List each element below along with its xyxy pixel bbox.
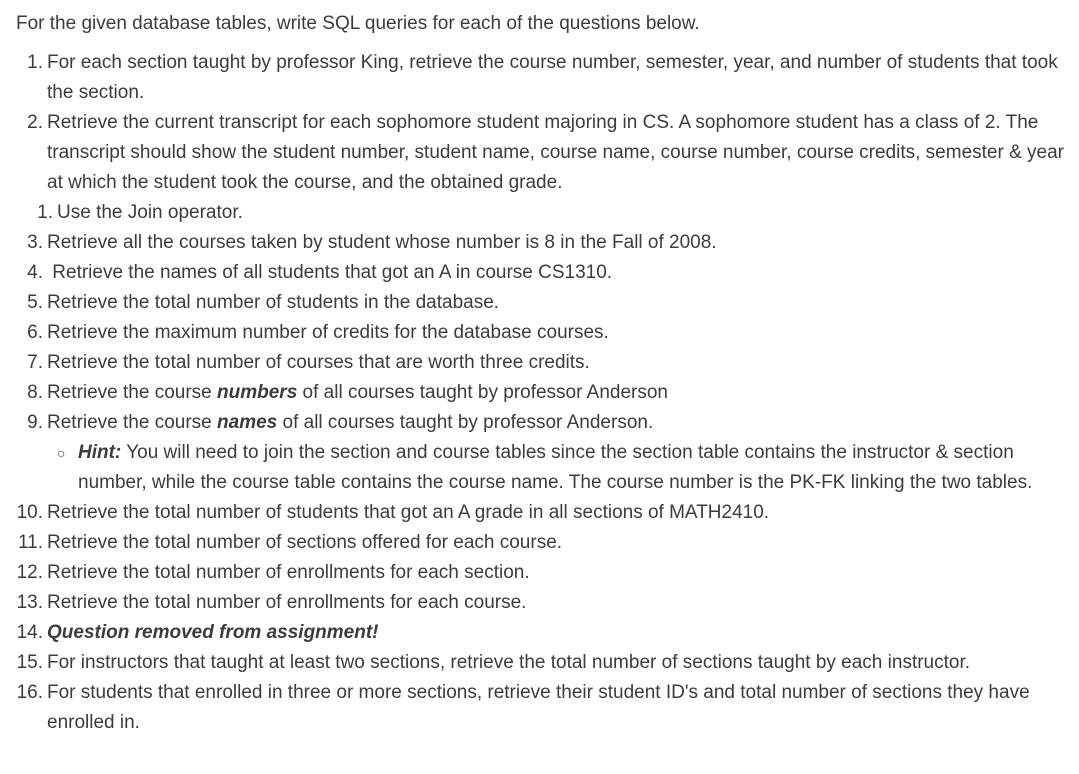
question-number: 2. [27,112,43,133]
question-number: 12. [16,562,43,583]
question-item-12 [16,558,1077,588]
question-item-11 [16,528,1077,558]
question-text-pre: Retrieve the course [47,412,218,433]
hint-item [47,438,1077,498]
question-number: 9. [27,412,43,433]
question-number: 16. [16,682,43,703]
question-item-9 [16,408,1077,498]
question-number: 7. [27,352,43,373]
emphasis-names: names [217,412,278,433]
question-text: Retrieve the names of all students that got an A in course CS1310. [47,262,613,283]
hint-label: Hint: [78,442,122,463]
question-text: Retrieve the total number of enrollments for each course. [47,592,527,613]
question-item-8 [16,378,1077,408]
question-number: 1. [27,52,43,73]
question-item-7 [16,348,1077,378]
sub-item-1 [26,198,1077,228]
emphasis-numbers: numbers [217,382,298,403]
question-number: 3. [27,232,43,253]
question-number: 10. [16,502,43,523]
question-text: For students that enrolled in three or more sections, retrieve their student ID's and total number of sections they have enrolled in. [47,682,1030,733]
removed-question-notice: Question removed from assignment! [47,622,379,643]
question-item-10 [16,498,1077,528]
question-item-4 [16,258,1077,288]
question-item-15 [16,648,1077,678]
question-number: 8. [27,382,43,403]
question-item-14 [16,618,1077,648]
question-text: Retrieve the current transcript for each sophomore student majoring in CS. A sophomore student has a class of 2. The transcript should show the student number, student name, course name, course number, course credits, semester & year at which the student took the course, and the obtained grade. [47,112,1065,193]
question-item-3 [16,228,1077,258]
question-text: Retrieve the maximum number of credits for the database courses. [47,322,609,343]
question-item-13 [16,588,1077,618]
question-text: For instructors that taught at least two sections, retrieve the total number of sections taught by each instructor. [47,652,971,673]
question-text-post: of all courses taught by professor Anderson. [277,412,654,433]
question-number: 14. [16,622,43,643]
bullet-circle-icon: ○ [57,445,66,461]
question-text: Retrieve the total number of sections offered for each course. [47,532,563,553]
question-number: 13. [16,592,43,613]
question-number: 5. [27,292,43,313]
question-item-1 [16,48,1077,108]
question-text-post: of all courses taught by professor Anderson [297,382,668,403]
question-number: 11. [17,532,43,553]
question-text: For each section taught by professor King, retrieve the course number, semester, year, and number of students that took the section. [47,52,1058,103]
sub-item-text: Use the Join operator. [57,202,243,223]
hint-list [47,438,1077,498]
question-text-pre: Retrieve the course [47,382,218,403]
sub-item-number: 1. [37,202,53,223]
question-text: Retrieve the total number of students in the database. [47,292,500,313]
question-number: 15. [16,652,43,673]
question-item-16 [16,678,1077,738]
question-number: 4. [27,262,43,283]
question-text: Retrieve the total number of courses that are worth three credits. [47,352,590,373]
question-text: Retrieve the total number of students that got an A grade in all sections of MATH2410. [47,502,770,523]
question-list [16,48,1079,738]
question-item-2 [16,108,1077,228]
sub-list [26,198,1077,228]
question-text: Retrieve all the courses taken by student whose number is 8 in the Fall of 2008. [47,232,717,253]
question-text: Retrieve the total number of enrollments for each section. [47,562,530,583]
question-item-6 [16,318,1077,348]
intro-text: For the given database tables, write SQL queries for each of the questions below. [16,13,700,34]
question-number: 6. [27,322,43,343]
question-item-5 [16,288,1077,318]
hint-text: You will need to join the section and course tables since the section table contains the instructor & section number, while the course table contains the course name. The course number is the PK-FK linking the two tables. [78,442,1033,493]
